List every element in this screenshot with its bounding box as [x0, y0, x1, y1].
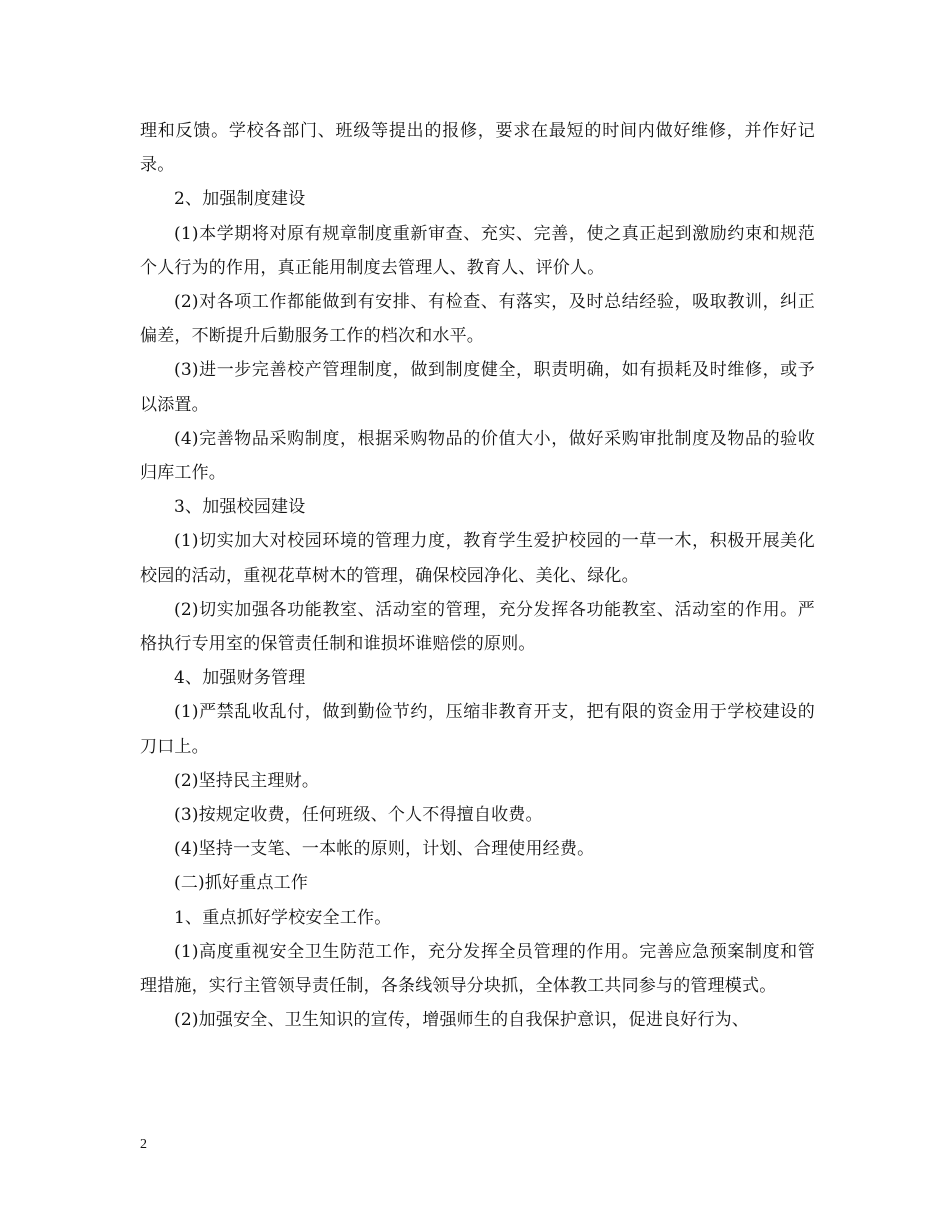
paragraph-8: (1)切实加大对校园环境的管理力度，教育学生爱护校园的一草一木，积极开展美化校园的活动，重视花草树木的管理，确保校园净化、美化、绿化。	[140, 531, 815, 586]
paragraph-12: (2)坚持民主理财。	[174, 770, 320, 791]
paragraph-17: (1)高度重视安全卫生防范工作，充分发挥全员管理的作用。完善应急预案制度和管理措施，实行主管领导责任制，各条线领导分块抓，全体教工共同参与的管理模式。	[140, 941, 815, 997]
paragraph-14: (4)坚持一支笔、一本帐的原则，计划、合理使用经费。	[174, 839, 595, 860]
paragraph-11: (1)严禁乱收乱付，做到勤俭节约，压缩非教育开支，把有限的资金用于学校建设的刀口上。	[140, 702, 815, 757]
page-number: 2	[140, 1137, 147, 1152]
paragraph-4: (2)对各项工作都能做到有安排、有检查、有落实，及时总结经验，吸取教训，纠正偏差，不断提升后勤服务工作的档次和水平。	[140, 292, 815, 347]
paragraph-1: 理和反馈。学校各部门、班级等提出的报修，要求在最短的时间内做好维修，并作好记录。	[140, 121, 815, 176]
paragraph-13: (3)按规定收费，任何班级、个人不得擅自收费。	[174, 805, 543, 826]
paragraph-6: (4)完善物品采购制度，根据采购物品的价值大小，做好采购审批制度及物品的验收归库工作。	[140, 428, 815, 484]
paragraph-5: (3)进一步完善校产管理制度，做到制度健全，职责明确，如有损耗及时维修，或予以添置。	[140, 360, 815, 415]
paragraph-9: (2)切实加强各功能教室、活动室的管理，充分发挥各功能教室、活动室的作用。严格执行专用室的保管责任制和谁损坏谁赔偿的原则。	[140, 599, 815, 655]
section-heading-4: 4、加强财务管理	[174, 668, 306, 689]
section-heading-3: 3、加强校园建设	[174, 497, 306, 518]
paragraph-18: (2)加强安全、卫生知识的宣传，增强师生的自我保护意识，促进良好行为、	[174, 1010, 750, 1031]
paragraph-3: (1)本学期将对原有规章制度重新审查、充实、完善，使之真正起到激励约束和规范个人行为的作用，真正能用制度去管理人、教育人、评价人。	[140, 223, 815, 278]
section-heading-safety: 1、重点抓好学校安全工作。	[174, 907, 392, 928]
section-heading-key-work: (二)抓好重点工作	[174, 873, 309, 894]
section-heading-2: 2、加强制度建设	[174, 189, 306, 210]
document-body	[140, 114, 815, 1037]
